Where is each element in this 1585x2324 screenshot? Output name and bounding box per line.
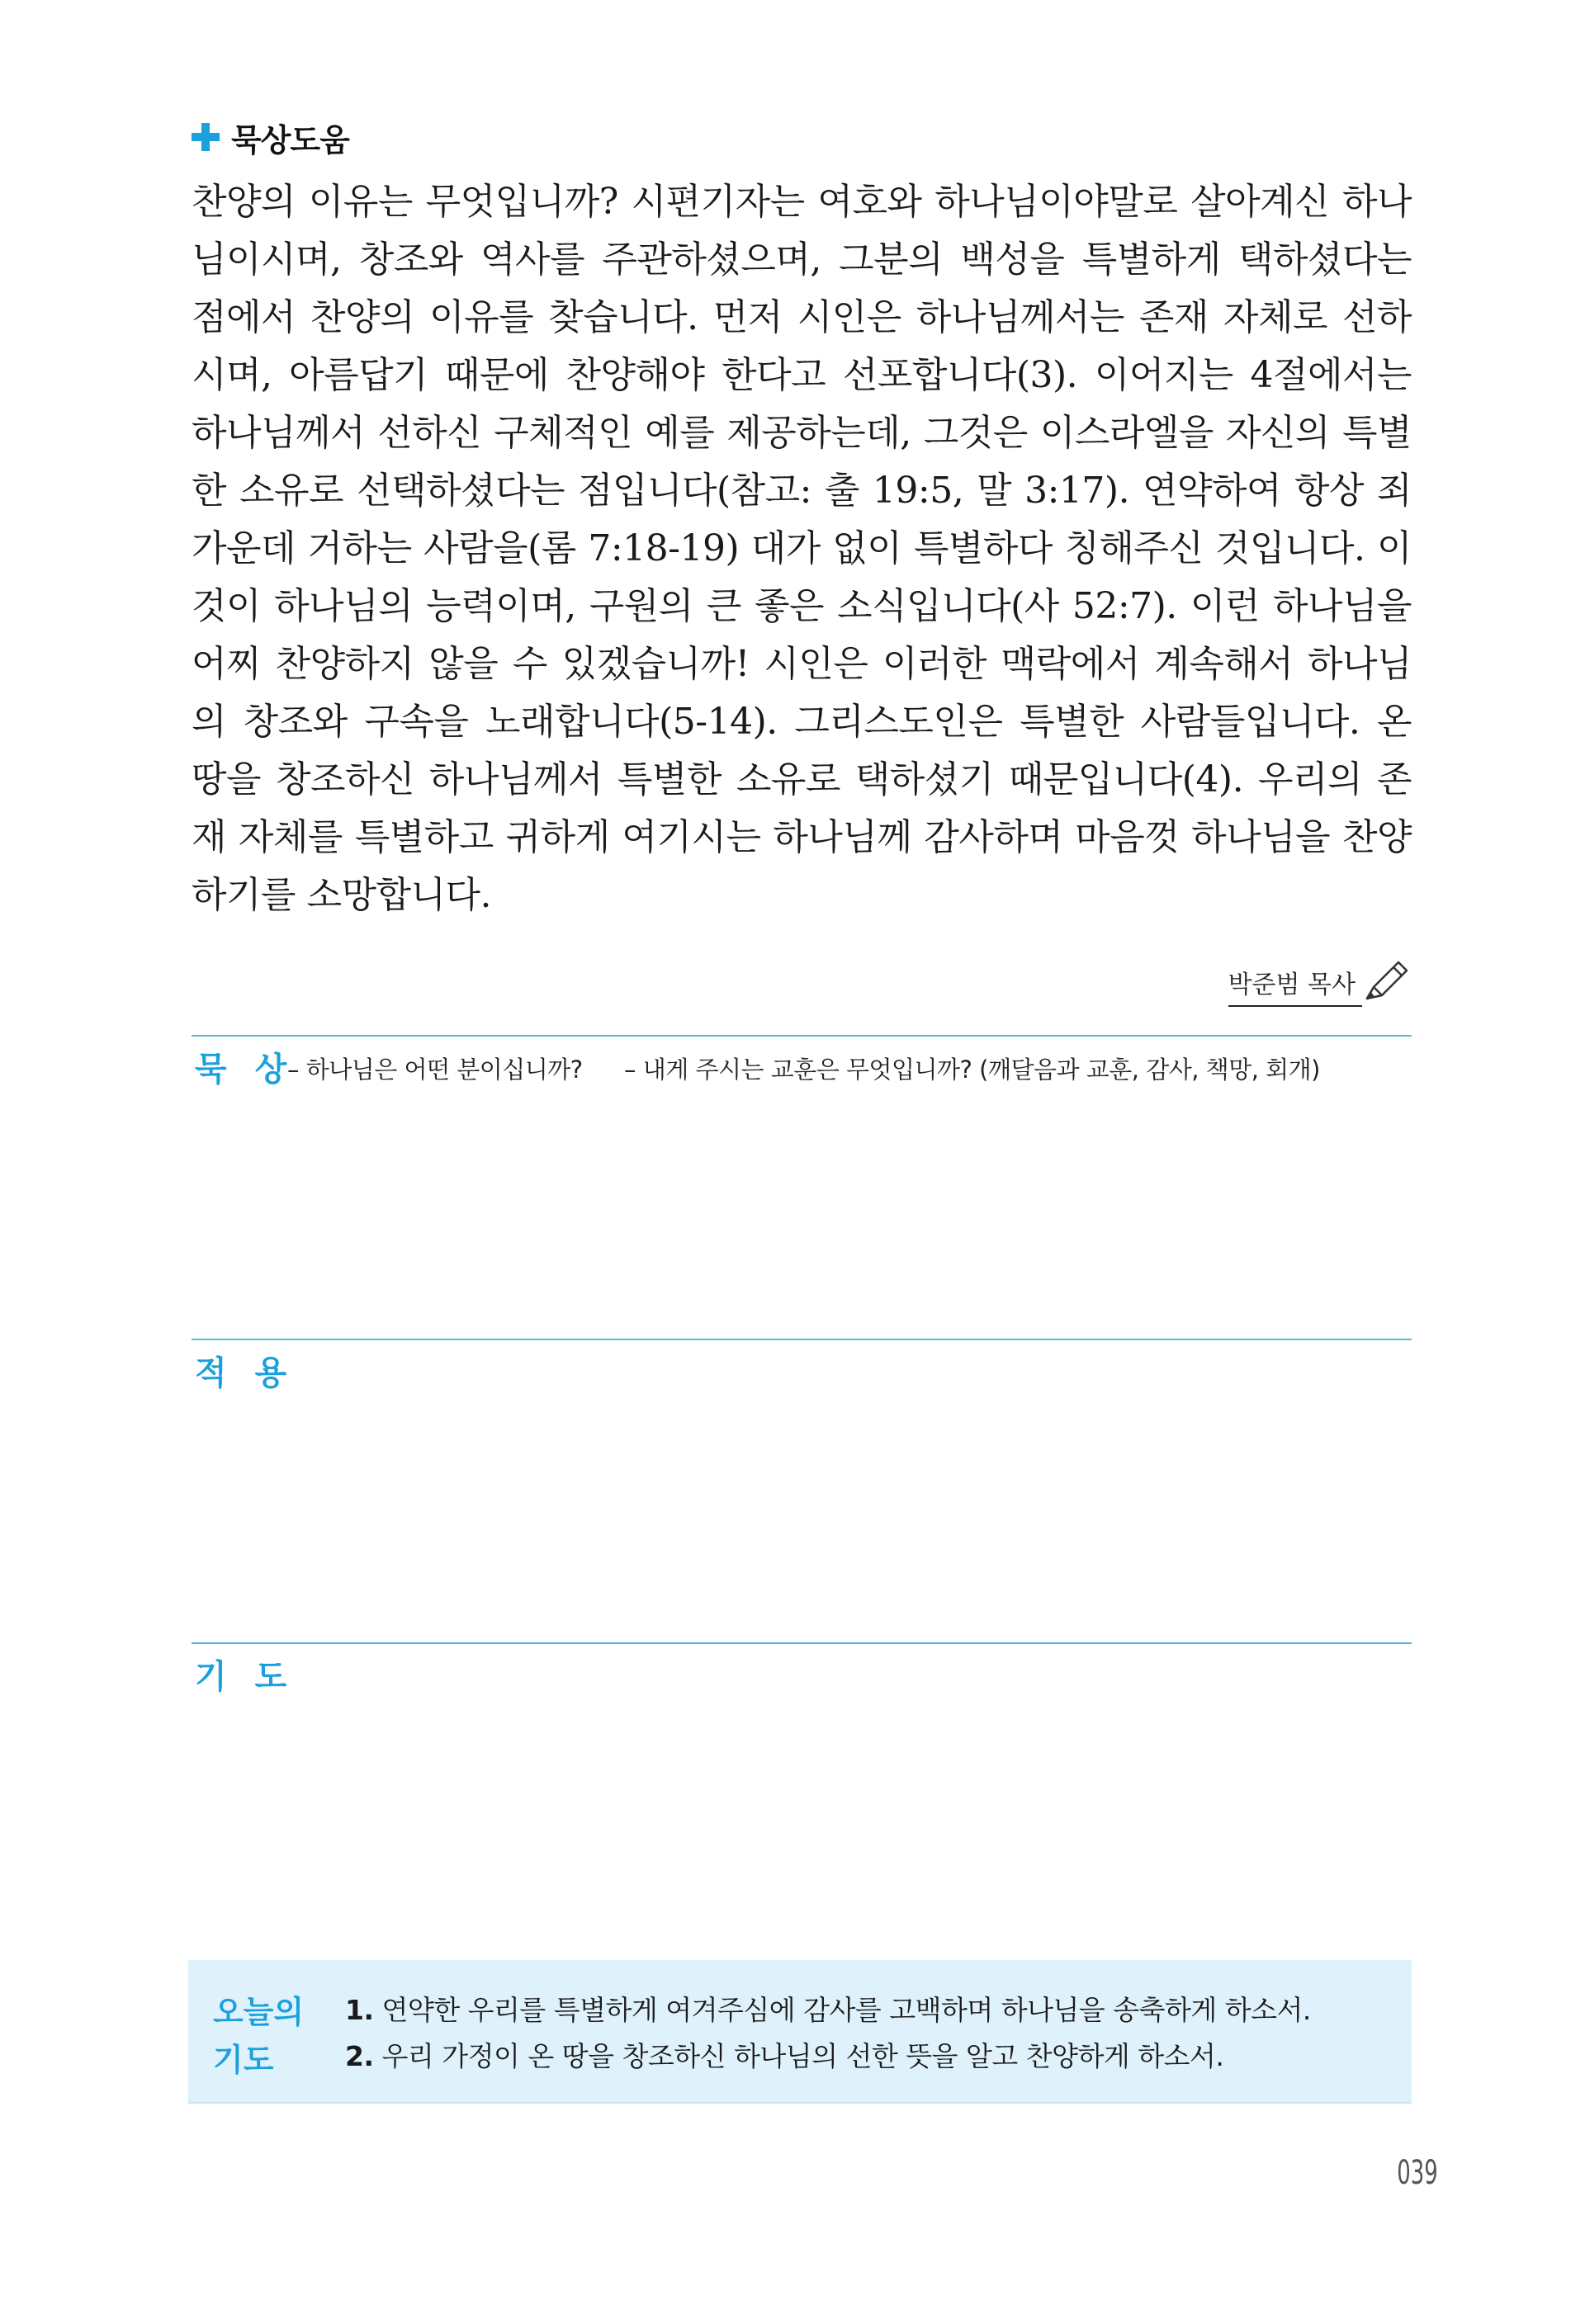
prayer-item-number: 2. [345,2040,374,2072]
application-divider [192,1339,1412,1340]
prayer-item [345,2035,1223,2074]
plus-icon [192,123,220,151]
prayer-item-text: 우리 가정이 온 땅을 창조하신 하나님의 선한 뜻을 알고 찬양하게 하소서. [381,2040,1224,2072]
application-title: 적 용 [195,1354,296,1392]
prayer-item-number: 1. [345,1994,374,2026]
meditation-question-2: – 내게 주시는 교훈은 무엇입니까? (깨달음과 교훈, 감사, 책망, 회개) [624,1056,1320,1084]
todays-prayer-box [188,1960,1412,2104]
devotional-paragraph: 찬양의 이유는 무엇입니까? 시편기자는 여호와 하나님이야말로 살아계신 하나님이시며, 창조와 역사를 주관하셨으며, 그분의 백성을 특별하게 택하셨다는 점에서 찬양의 이유를 찾습니다. 먼저 시인은 하나님께서는 존재 자체로 선하시며, 아름답기 때문에 찬양해야 한다고 선포합니다(3). 이어지는 4절에서는 하나님께서 선하신 구체적인 예를 제공하는데, 그것은 이스라엘을 자신의 특별한 소유로 선택하셨다는 점입니다(참고: 출 19:5, 말 3:17). 연약하여 항상 죄 가운데 거하는 사람을(롬 7:18-19) 대가 없이 특별하다 칭해주신 것입니다. 이것이 하나님의 능력이며, 구원의 큰 좋은 소식입니다(사 52:7). 이런 하나님을 어찌 찬양하지 않을 수 있겠습니까! 시인은 이러한 맥락에서 계속해서 하나님의 창조와 구속을 노래합니다(5-14). 그리스도인은 특별한 사람들입니다. 온 땅을 창조하신 하나님께서 특별한 소유로 택하셨기 때문입니다(4). 우리의 존재 자체를 특별하고 귀하게 여기시는 하나님께 감사하며 마음껏 하나님을 찬양하기를 소망합니다. [192,181,1412,916]
prayer-title: 기 도 [195,1658,296,1696]
prayer-item-text: 연약한 우리를 특별하게 여겨주심에 감사를 고백하며 하나님을 송축하게 하소서. [381,1994,1311,2026]
prayer-divider [192,1642,1412,1644]
todays-prayer-label-2: 기도 [213,2042,274,2078]
todays-prayer-label-1: 오늘의 [213,1994,305,2030]
section-header [192,114,349,160]
page-number: 039 [1397,2154,1438,2192]
meditation-divider [192,1035,1412,1037]
meditation-title: 묵 상 [195,1051,296,1089]
author-signature [1228,957,1412,1007]
meditation-question-1: – 하나님은 어떤 분이십니까? [287,1056,583,1084]
prayer-item [345,1989,1311,2028]
header-title: 묵상도움 [231,121,349,158]
author-name: 박준범 목사 [1228,964,1362,1007]
pencil-icon [1359,957,1412,1007]
